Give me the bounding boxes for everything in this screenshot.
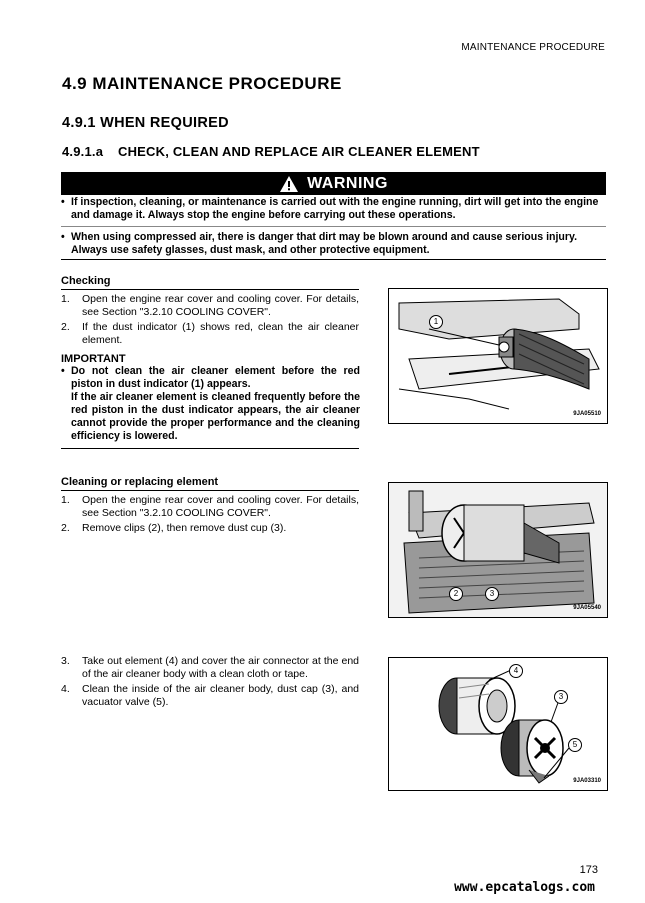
figure-dust-indicator bbox=[388, 288, 608, 424]
warning-banner bbox=[61, 172, 606, 195]
dust-indicator-illustration bbox=[389, 289, 607, 423]
checking-step: 2. If the dust indicator (1) shows red, clean the air cleaner element. bbox=[61, 321, 359, 346]
cleaning-step: 1. Open the engine rear cover and cooling cover. For details, see Section "3.2.10 COOLING COVER". bbox=[61, 494, 359, 519]
callout-marker: 4 bbox=[509, 664, 523, 678]
warning-divider bbox=[61, 226, 606, 227]
figure-code: 9JA03310 bbox=[573, 778, 601, 784]
cleaning-step: 2. Remove clips (2), then remove dust cup (3). bbox=[61, 522, 287, 534]
callout-marker: 3 bbox=[554, 690, 568, 704]
callout-marker: 2 bbox=[449, 587, 463, 601]
checking-section bbox=[61, 275, 360, 449]
warning-body bbox=[61, 196, 606, 261]
important-item: • Do not clean the air cleaner element before the red piston in dust indicator (1) appears. bbox=[61, 365, 360, 390]
cleaning-steps-continued bbox=[61, 655, 359, 709]
cleaning-step: 3. Take out element (4) and cover the air connector at the end of the air cleaner body with a clean cloth or tape. bbox=[61, 655, 359, 680]
page-number: 173 bbox=[579, 864, 598, 876]
important-title: IMPORTANT bbox=[61, 353, 126, 365]
figure-code: 9JA05540 bbox=[573, 605, 601, 611]
figure-dust-cup bbox=[388, 482, 608, 618]
warning-triangle-icon bbox=[279, 175, 299, 193]
element-and-dust-cap-illustration bbox=[389, 658, 607, 790]
callout-marker: 3 bbox=[485, 587, 499, 601]
callout-marker: 5 bbox=[568, 738, 582, 752]
running-header: MAINTENANCE PROCEDURE bbox=[461, 42, 605, 53]
checking-end-rule bbox=[61, 448, 359, 449]
callout-marker: 1 bbox=[429, 315, 443, 329]
warning-bottom-rule bbox=[61, 259, 606, 260]
cleaning-rule bbox=[61, 490, 359, 491]
checking-step: 1. Open the engine rear cover and cooling cover. For details, see Section "3.2.10 COOLING COVER". bbox=[61, 293, 359, 318]
section-heading: 4.9 MAINTENANCE PROCEDURE bbox=[62, 74, 342, 93]
important-item: If the air cleaner element is cleaned frequently before the red piston in the dust indicator appears, the air cleaner cannot provide the proper performance and the cleaning efficiency is lowered. bbox=[71, 391, 360, 442]
watermark-url[interactable]: www.epcatalogs.com bbox=[454, 880, 595, 895]
warning-label: WARNING bbox=[307, 174, 388, 192]
procedure-heading bbox=[62, 144, 480, 159]
figure-element-removal bbox=[388, 657, 608, 791]
cleaning-section bbox=[61, 476, 359, 535]
warning-item: • If inspection, cleaning, or maintenance is carried out with the engine running, dirt will get into the engine and damage it. Always stop the engine before carrying out these operations. bbox=[61, 196, 599, 221]
cleaning-step: 4. Clean the inside of the air cleaner body, dust cap (3), and vacuator valve (5). bbox=[61, 683, 359, 708]
warning-item: • When using compressed air, there is danger that dirt may be blown around and cause serious injury. Always use safety glasses, dust mask, and other protective equipment. bbox=[61, 231, 578, 256]
procedure-code: 4.9.1.a bbox=[62, 144, 104, 159]
figure-code: 9JA05510 bbox=[573, 411, 601, 417]
checking-rule bbox=[61, 289, 359, 290]
checking-title: Checking bbox=[61, 275, 111, 287]
procedure-title: CHECK, CLEAN AND REPLACE AIR CLEANER ELEMENT bbox=[118, 144, 480, 159]
subsection-heading: 4.9.1 WHEN REQUIRED bbox=[62, 115, 229, 131]
cleaning-title: Cleaning or replacing element bbox=[61, 476, 219, 488]
